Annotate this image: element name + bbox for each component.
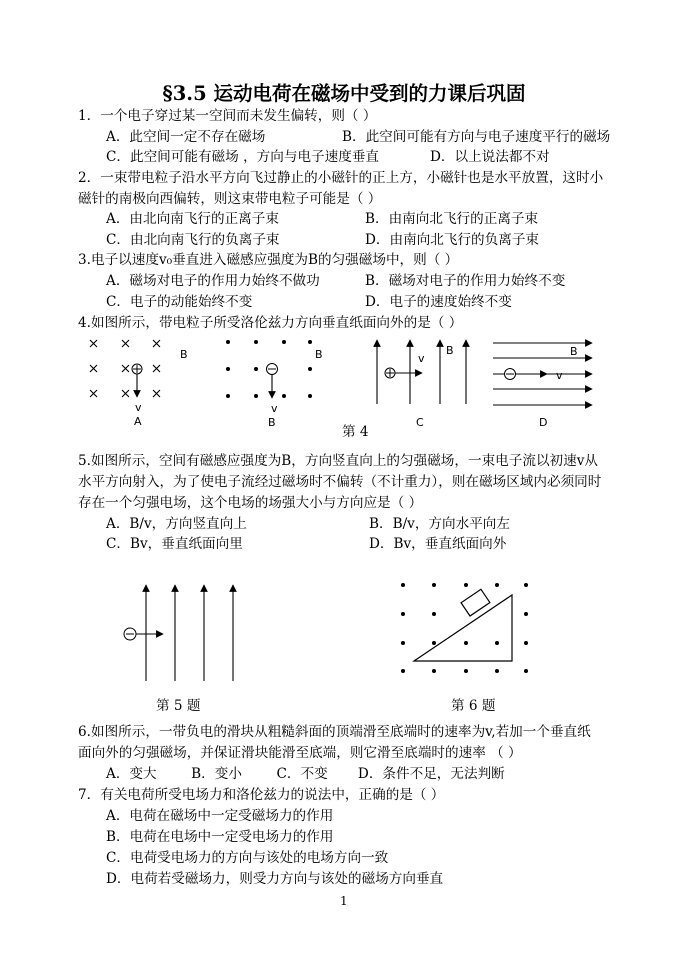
q5-stem-line1: 5.如图所示，空间有磁感应强度为B，方向竖直向上的匀强磁场，一束电子流以初速v从 — [78, 453, 599, 469]
velocity-label: v — [418, 352, 425, 365]
page-title: §3.5 运动电荷在磁场中受到的力课后巩固 — [162, 82, 526, 105]
q6-stem-line1: 6.如图所示，一带负电的滑块从粗糙斜面的顶端滑至底端时的速率为v,若加一个垂直纸 — [78, 724, 591, 740]
q2-stem-line1: 2．一束带电粒子沿水平方向飞过静止的小磁针的正上方，小磁针也是水平放置，这时小 — [78, 170, 604, 186]
fig-label-a: A — [134, 415, 142, 428]
q6-options: A．变大 B．变小 C．不变 D．条件不足，无法判断 — [106, 766, 505, 782]
q5-stem-line2: 水平方向射入，为了使电子流经过磁场时不偏转（不计重力），则在磁场区域内必须同时 — [78, 474, 602, 490]
velocity-label: v — [271, 402, 278, 415]
q3-option-c: C．电子的动能始终不变 — [106, 294, 253, 310]
q7-option-b: B．电荷在电场中一定受电场力的作用 — [106, 829, 334, 845]
page-number: 1 — [340, 894, 348, 908]
fig-label-c: C — [416, 416, 424, 429]
q5-option-b: B．B/v，方向水平向左 — [369, 516, 510, 532]
q5-caption: 第 5 题 — [156, 698, 201, 714]
q2-option-b: B．由南向北飞行的正离子束 — [365, 211, 539, 227]
q5-option-a: A．B/v，方向竖直向上 — [106, 516, 247, 532]
q7-option-d: D．电荷若受磁场力，则受力方向与该处的磁场方向垂直 — [106, 871, 444, 887]
q1-option-c: C．此空间可能有磁场 ，方向与电子速度垂直 — [106, 149, 380, 165]
q3-option-d: D．电子的速度始终不变 — [365, 294, 512, 310]
q5-figure — [124, 585, 233, 681]
q2-option-c: C．由北向南飞行的负离子束 — [106, 232, 280, 248]
q6-figure — [401, 583, 528, 673]
q5-stem-line3: 存在一个匀强电场，这个电场的场强大小与方向应是（ ） — [78, 495, 423, 511]
fig-label-d: D — [539, 416, 548, 429]
q6-stem-line2: 面向外的匀强磁场，并保证滑块能滑至底端，则它滑至底端时的速率 （ ） — [78, 745, 522, 761]
fig-label-b: B — [268, 416, 276, 429]
q4-caption: 第 4 — [342, 424, 369, 440]
q3-stem: 3.电子以速度v₀垂直进入磁感应强度为B的匀强磁场中，则（ ） — [78, 252, 459, 268]
field-label: B — [446, 344, 454, 357]
slider-block — [461, 589, 490, 616]
q2-option-d: D．由南向北飞行的负离子束 — [365, 232, 540, 248]
velocity-label: v — [135, 401, 142, 414]
q7-option-a: A．电荷在磁场中一定受磁场力的作用 — [106, 808, 334, 824]
q2-option-a: A．由北向南飞行的正离子束 — [106, 211, 279, 227]
q1-option-a: A．此空间一定不存在磁场 — [106, 129, 266, 145]
q1-option-b: B．此空间可能有方向与电子速度平行的磁场 — [342, 129, 611, 145]
q1-option-d: D．以上说法都不对 — [430, 149, 550, 165]
q5-option-c: C．Bv，垂直纸面向里 — [106, 536, 243, 552]
field-label: B — [180, 348, 188, 361]
field-label: B — [315, 348, 323, 361]
field-label: B — [570, 345, 578, 358]
q2-stem-line2: 磁针的南极向西偏转，则这束带电粒子可能是（ ） — [78, 191, 382, 207]
q3-option-b: B．磁场对电子的作用力始终不变 — [365, 273, 566, 289]
q1-stem: 1．一个电子穿过某一空间而未发生偏转，则（ ） — [78, 108, 377, 124]
q5-option-d: D．Bv，垂直纸面向外 — [369, 536, 507, 552]
q4-stem: 4.如图所示，带电粒子所受洛伦兹力方向垂直纸面向外的是（ ） — [78, 315, 463, 331]
q6-caption: 第 6 题 — [451, 698, 496, 714]
q3-option-a: A．磁场对电子的作用力始终不做功 — [106, 273, 320, 289]
q7-stem: 7．有关电荷所受电场力和洛伦兹力的说法中，正确的是（ ） — [78, 787, 445, 803]
velocity-label: v — [556, 369, 563, 382]
q7-option-c: C．电荷受电场力的方向与该处的电场方向一致 — [106, 850, 389, 866]
